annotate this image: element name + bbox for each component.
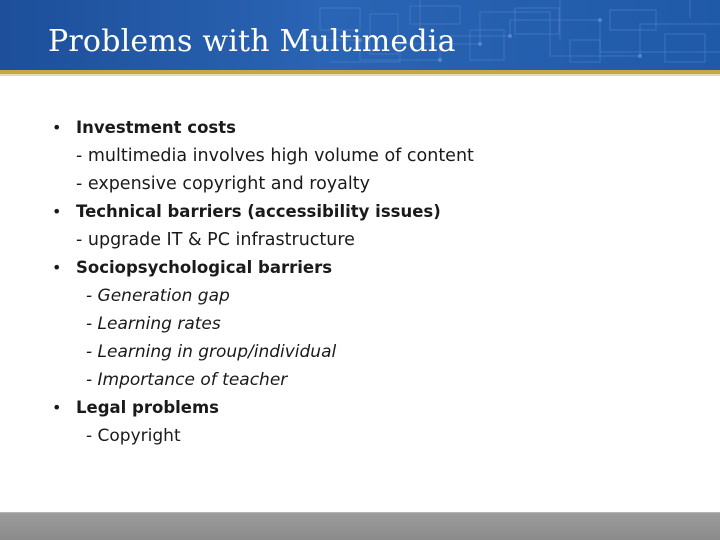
bullet-icon: • [52,202,62,221]
footer-bar [0,512,720,540]
bullet-heading: Legal problems [76,398,220,417]
bullet-item [52,114,692,198]
sub-point: - expensive copyright and royalty [76,174,370,194]
bullet-icon: • [52,258,62,277]
bullet-icon: • [52,398,62,417]
slide-title: Problems with Multimedia [48,24,456,59]
sub-point: - multimedia involves high volume of content [76,146,474,166]
title-underline-light [0,74,720,76]
sub-point: - Copyright [86,426,181,446]
sub-point: - Learning in group/individual [86,342,337,362]
bullet-list [52,114,692,450]
bullet-icon: • [52,118,62,137]
bullet-heading: Investment costs [76,118,236,137]
bullet-item [52,394,692,450]
title-bar [0,0,720,70]
sub-point: - Importance of teacher [86,370,288,390]
bullet-heading: Sociopsychological barriers [76,258,333,277]
sub-point: - upgrade IT & PC infrastructure [76,230,355,250]
bullet-item [52,254,692,394]
sub-point: - Generation gap [86,286,230,306]
bullet-heading: Technical barriers (accessibility issues) [76,202,441,221]
bullet-item [52,198,692,254]
sub-point: - Learning rates [86,314,221,334]
